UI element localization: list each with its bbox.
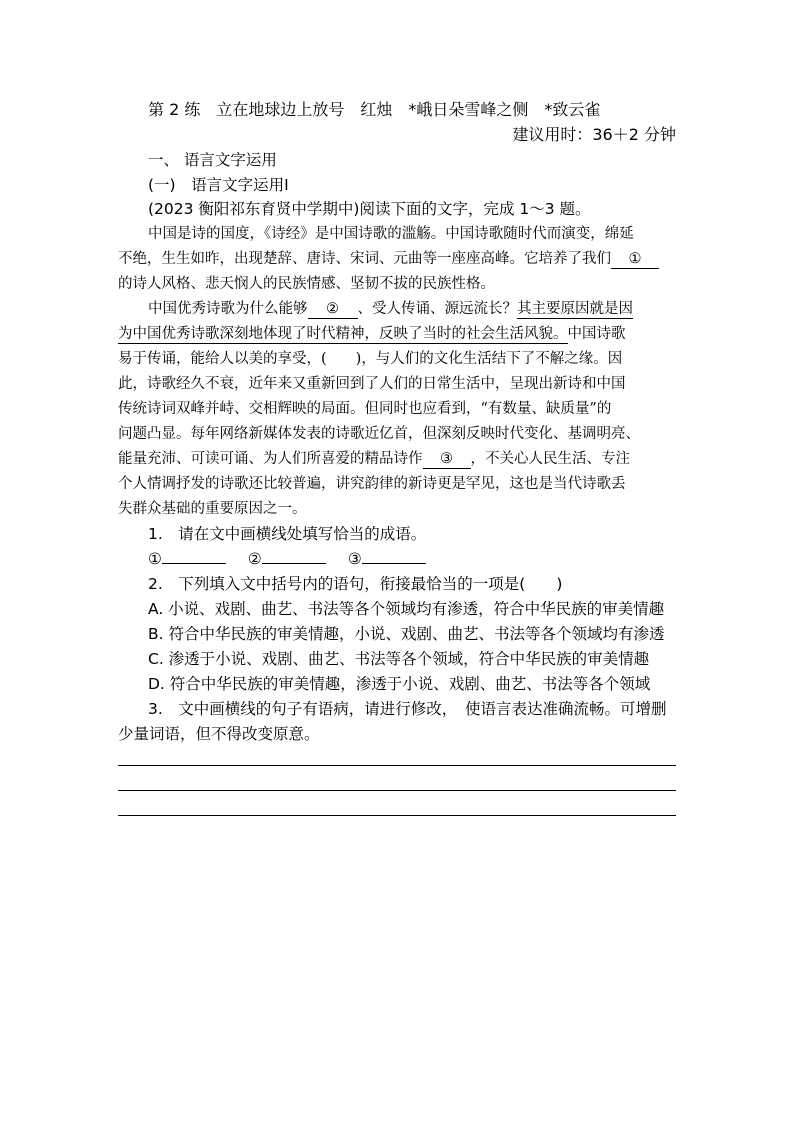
passage-text: 中国优秀诗歌为什么能够 [148,301,308,317]
question-2: 2. 下列填入文中括号内的语句，衔接最恰当的一项是( ) [148,575,563,593]
passage-text: 能量充沛、可读可诵、为人们所喜爱的精品诗作 [118,451,423,467]
passage-line: 中国是诗的国度，《诗经》是中国诗歌的滥觞。中国诗歌随时代而演变，绵延 [148,226,634,242]
passage-line: 的诗人风格、悲天悯人的民族情感、坚韧不拔的民族性格。 [118,276,495,292]
fill-label-1: ① [148,550,162,568]
question-3-continued: 少量词语，但不得改变原意。 [118,725,320,743]
time-hint: 建议用时：36＋2 分钟 [512,125,676,144]
sub-heading: (一) 语言文字运用Ⅰ [148,176,289,194]
blank-2: ② [308,301,358,319]
answer-line[interactable] [118,765,676,766]
underlined-sentence: 其主要原因就是因 [517,301,633,317]
fill-label-3: ③ [347,550,362,568]
underlined-sentence: 为中国优秀诗歌深刻地体现了时代精神，反映了当时的社会生活风貌。 [118,326,568,342]
answer-blank-1[interactable] [162,563,226,564]
passage-text: 中国诗歌 [567,326,626,342]
option-a[interactable]: A. 小说、戏剧、曲艺、书法等各个领域均有渗透，符合中华民族的审美情趣 [148,600,665,618]
blank-1: ① [611,251,659,269]
answer-blank-3[interactable] [362,563,426,564]
passage-text: 、受人传诵、源远流长？ [357,301,517,317]
passage-line [148,299,633,319]
answer-line[interactable] [118,815,676,816]
passage-line: 个人情调抒发的诗歌还比较普遍，讲究韵律的新诗更是罕见，这也是当代诗歌丢 [118,476,626,492]
passage-line: 此，诗歌经久不衰，近年来又重新回到了人们的日常生活中，呈现出新诗和中国 [118,376,626,392]
option-b[interactable]: B. 符合中华民族的审美情趣，小说、戏剧、曲艺、书法等各个领域均有渗透 [148,625,665,643]
question-1-answers [148,549,426,569]
passage-line: 传统诗词双峰并峙、交相辉映的局面。但同时也应看到，“有数量、缺质量”的 [118,401,612,417]
page-title: 第 2 练 立在地球边上放号 红烛 *峨日朵雪峰之侧 *致云雀 [148,100,601,119]
answer-blank-2[interactable] [262,563,326,564]
passage-line: 易于传诵，能给人以美的享受，( )，与人们的文化生活结下了不解之缘。因 [118,351,623,367]
answer-line[interactable] [118,790,676,791]
passage-text: ，不关心人民生活、专注 [470,451,630,467]
question-1: 1. 请在文中画横线处填写恰当的成语。 [148,525,427,543]
reading-instruction: (2023 衡阳祁东育贤中学期中)阅读下面的文字，完成 1～3 题。 [148,200,591,218]
fill-label-2: ② [247,550,262,568]
passage-line [118,249,659,269]
option-c[interactable]: C. 渗透于小说、戏剧、曲艺、书法等各个领域，符合中华民族的审美情趣 [148,650,650,668]
option-d[interactable]: D. 符合中华民族的审美情趣，渗透于小说、戏剧、曲艺、书法等各个领域 [148,675,651,693]
question-3: 3. 文中画横线的句子有语病，请进行修改， 使语言表达准确流畅。可增删 [148,700,667,718]
passage-text: 不绝，生生如昨，出现楚辞、唐诗、宋词、元曲等一座座高峰。它培养了我们 [118,251,611,267]
passage-line: 问题凸显。每年网络新媒体发表的诗歌近亿首，但深刻反映时代变化、基调明亮、 [118,426,640,442]
blank-3: ③ [423,451,471,469]
section-heading: 一、 语言文字运用 [148,151,277,169]
passage-line [118,449,630,469]
passage-line [118,324,626,344]
passage-line: 失群众基础的重要原因之一。 [118,501,307,517]
